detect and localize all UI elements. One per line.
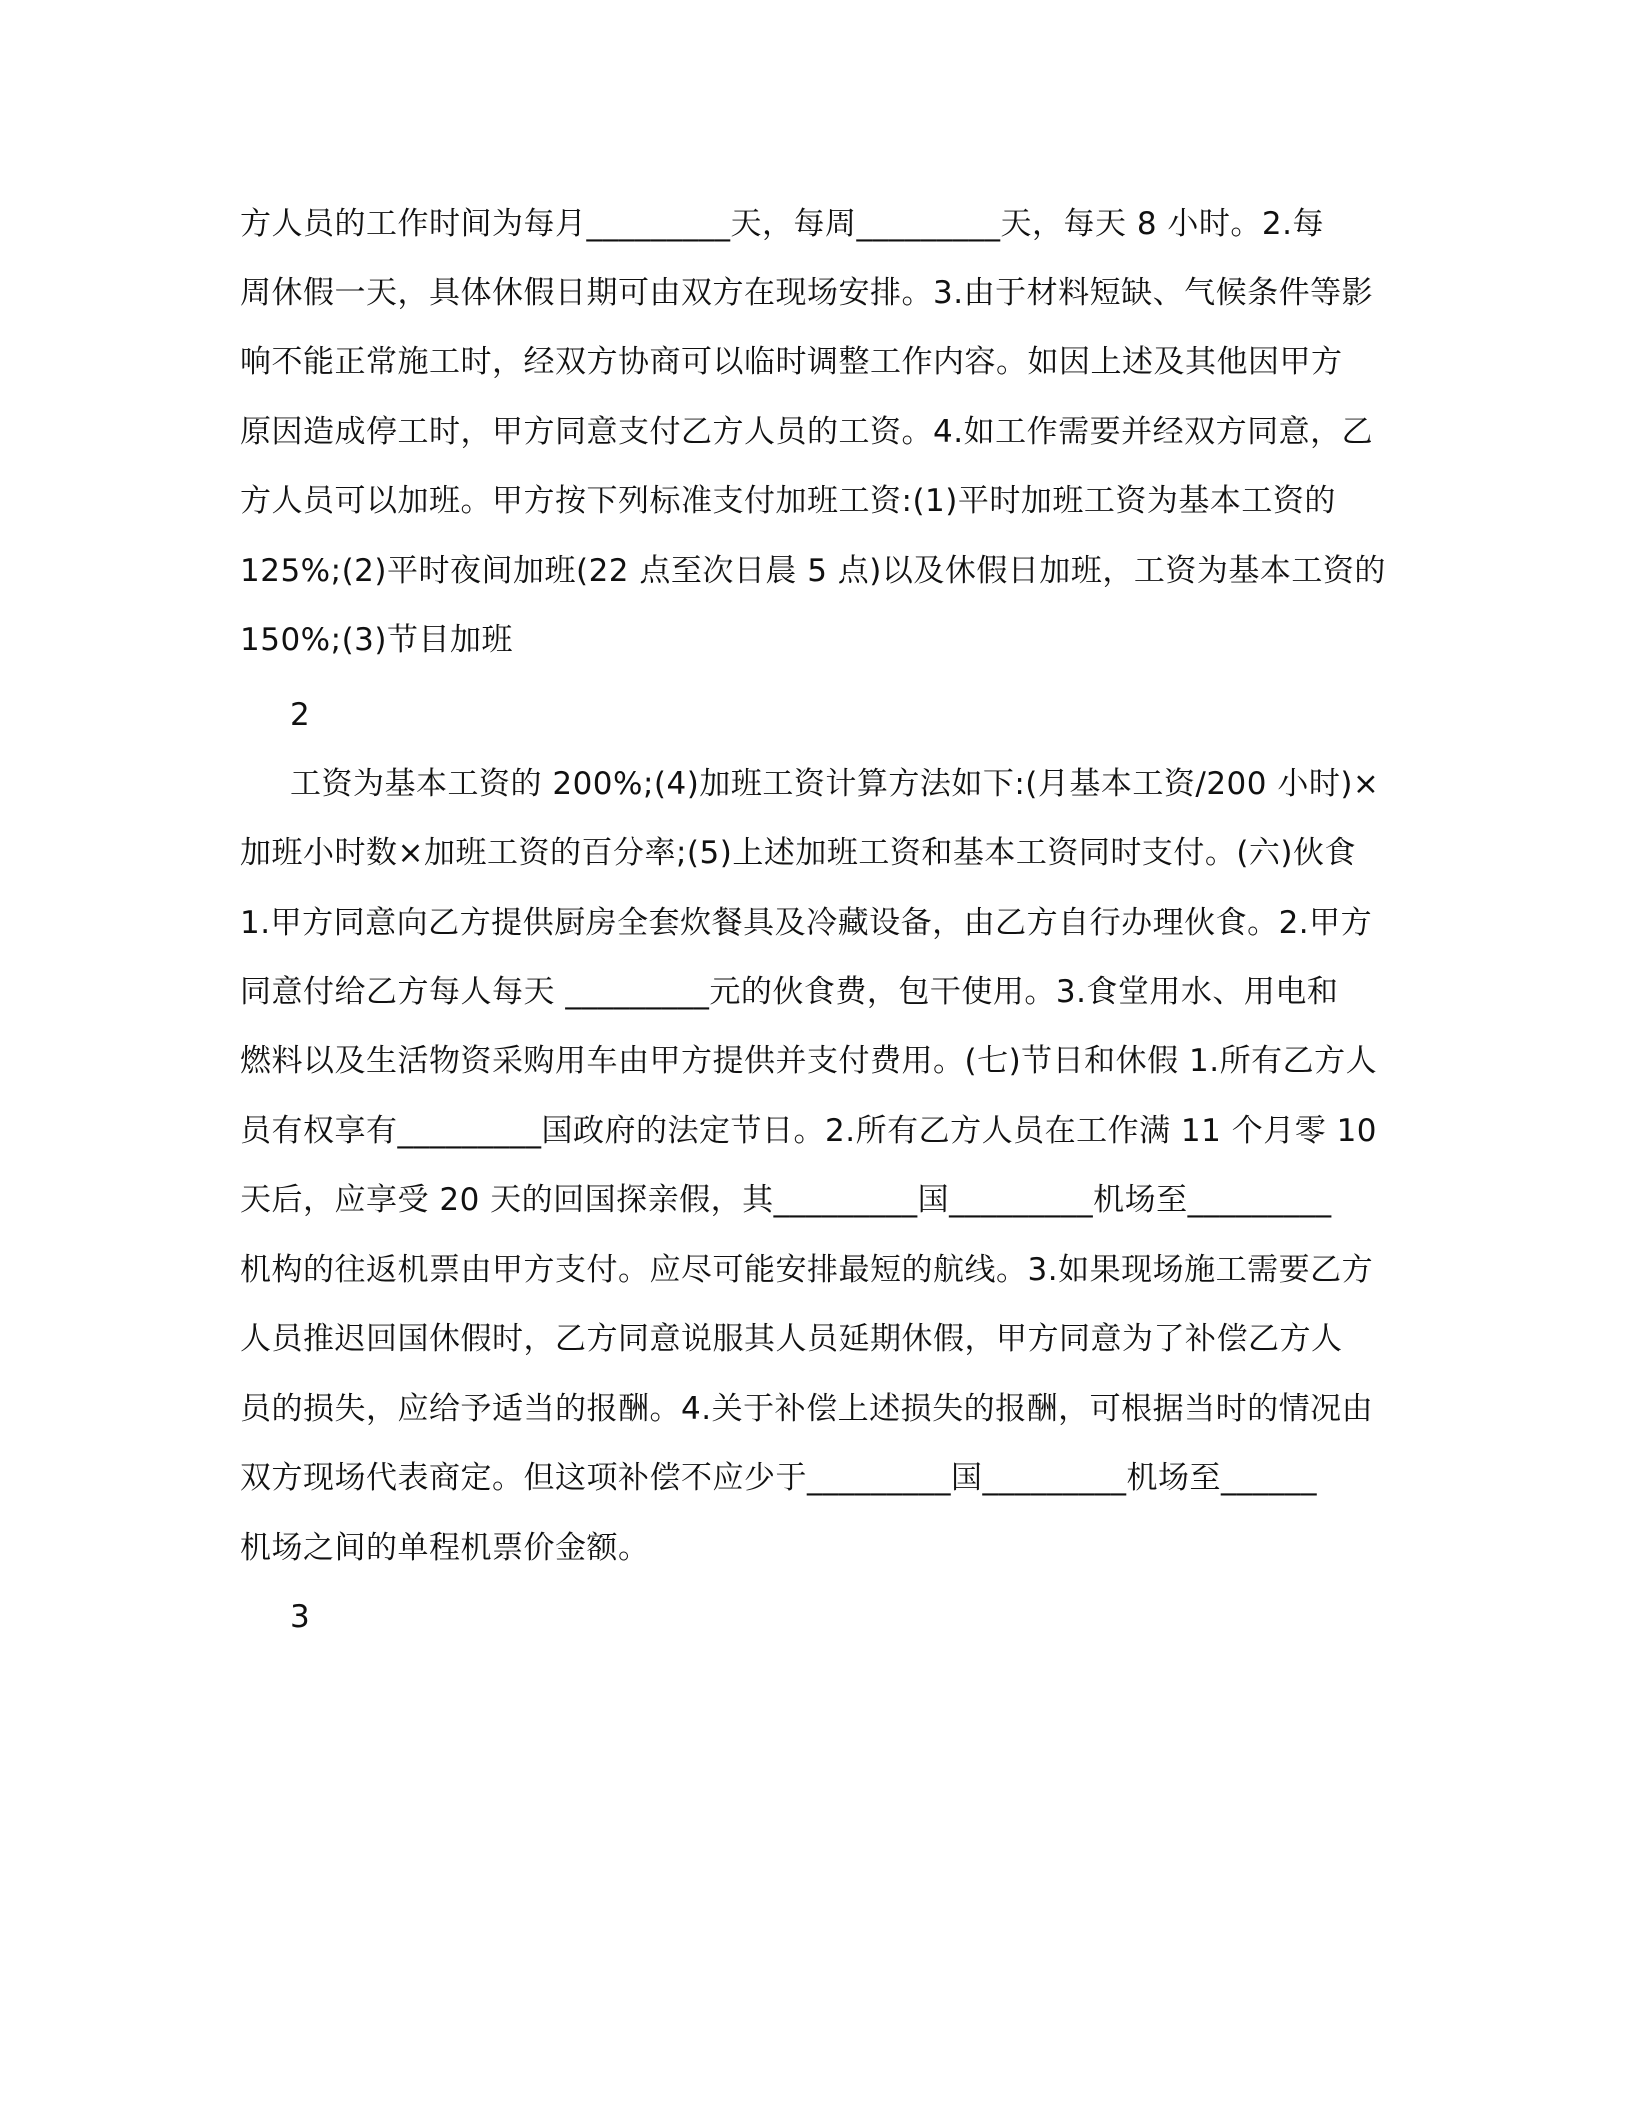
text-line: 员的损失，应给予适当的报酬。4.关于补偿上述损失的报酬，可根据当时的情况由: [240, 1391, 1374, 1427]
page-number: 3: [290, 1599, 310, 1635]
text-line: 燃料以及生活物资采购用车由甲方提供并支付费用。(七)节日和休假 1.所有乙方人: [240, 1043, 1378, 1079]
text-line: 人员推迟回国休假时，乙方同意说服其人员延期休假，甲方同意为了补偿乙方人: [240, 1321, 1343, 1357]
text-line: 150%;(3)节目加班: [240, 622, 513, 658]
text-line: 天后，应享受 20 天的回国探亲假，其_________国_________机场至_________: [240, 1182, 1332, 1218]
text-line: 1.甲方同意向乙方提供厨房全套炊餐具及冷藏设备，由乙方自行办理伙食。2.甲方: [240, 905, 1373, 941]
text-line: 机场之间的单程机票价金额。: [240, 1530, 650, 1566]
text-line: 机构的往返机票由甲方支付。应尽可能安排最短的航线。3.如果现场施工需要乙方: [240, 1252, 1374, 1288]
text-line: 方人员可以加班。甲方按下列标准支付加班工资:(1)平时加班工资为基本工资的: [240, 483, 1336, 519]
text-line: 原因造成停工时，甲方同意支付乙方人员的工资。4.如工作需要并经双方同意，乙: [240, 414, 1374, 450]
text-line: 加班小时数×加班工资的百分率;(5)上述加班工资和基本工资同时支付。(六)伙食: [240, 835, 1357, 871]
text-line: 员有权享有_________国政府的法定节日。2.所有乙方人员在工作满 11 个月零 10: [240, 1113, 1378, 1149]
text-line: 响不能正常施工时，经双方协商可以临时调整工作内容。如因上述及其他因甲方: [240, 344, 1343, 380]
text-line: 双方现场代表商定。但这项补偿不应少于_________国_________机场至______: [240, 1460, 1317, 1496]
text-line: 周休假一天，具体休假日期可由双方在现场安排。3.由于材料短缺、气候条件等影: [240, 275, 1374, 311]
text-line: 125%;(2)平时夜间加班(22 点至次日晨 5 点)以及休假日加班，工资为基本工资的: [240, 553, 1386, 589]
text-line: 同意付给乙方每人每天 _________元的伙食费，包干使用。3.食堂用水、用电和: [240, 974, 1339, 1010]
page-number: 2: [290, 697, 310, 733]
text-line: 工资为基本工资的 200%;(4)加班工资计算方法如下:(月基本工资/200 小时)×: [290, 766, 1380, 802]
text-line: 方人员的工作时间为每月_________天，每周_________天，每天 8 小时。2.每: [240, 206, 1325, 242]
